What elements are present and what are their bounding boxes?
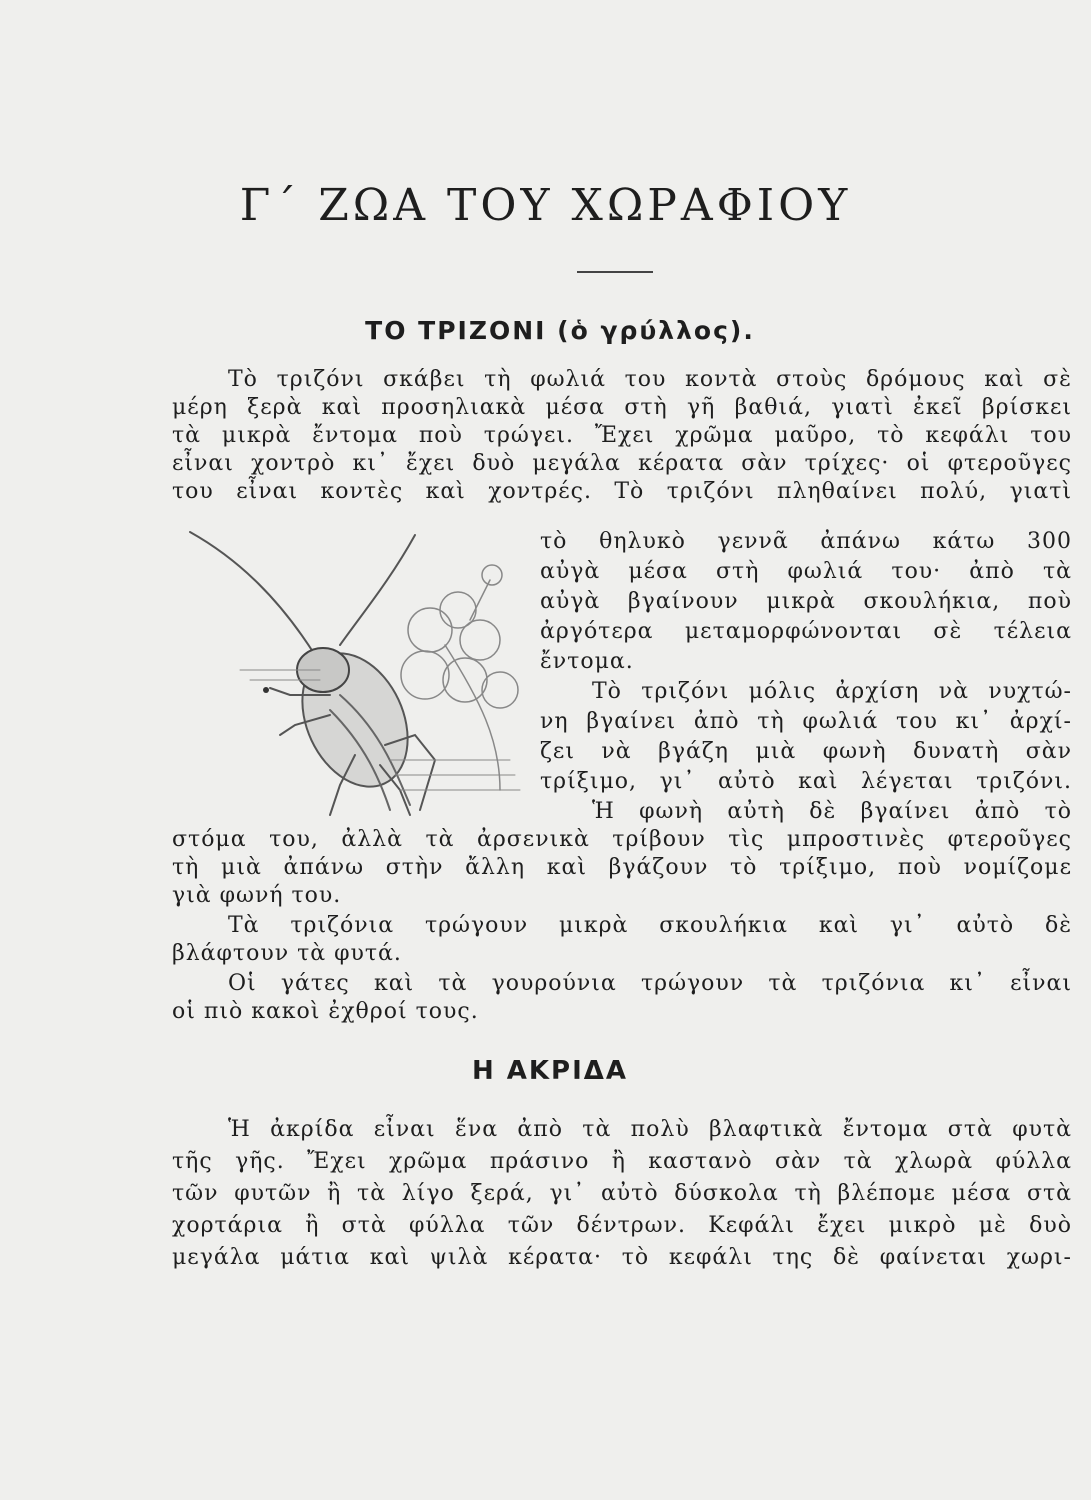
text-line: αὐγὰ βγαίνουν μικρὰ σκουλήκια, ποὺ — [540, 589, 1072, 614]
cricket-illustration — [180, 520, 540, 820]
text-line: Ἡ ἀκρίδα εἶναι ἕνα ἀπὸ τὰ πολὺ βλαφτικὰ ἔντομα στὰ φυτὰ — [228, 1117, 1072, 1142]
locust-section-title: Η ΑΚΡΙΔΑ — [471, 1056, 629, 1086]
text-line: αὐγὰ μέσα στὴ φωλιά του· ἀπὸ τὰ — [540, 559, 1072, 584]
text-line: οἱ πιὸ κακοὶ ἐχθροί τους. — [172, 999, 479, 1024]
text-line: του εἶναι κοντὲς καὶ χοντρές. Τὸ τριζόνι πληθαίνει πολύ, γιατὶ — [172, 479, 1072, 504]
chapter-title: Γ΄ ΖΩΑ ΤΟΥ ΧΩΡΑΦΙΟΥ — [239, 180, 852, 231]
text-line: εἶναι χοντρὸ κι᾽ ἔχει δυὸ μεγάλα κέρατα σὰν τρίχες· οἱ φτεροῦγες — [172, 451, 1072, 476]
text-line: ζει νὰ βγάζη μιὰ φωνὴ δυνατὴ σὰν — [540, 739, 1072, 764]
text-line: Ἡ φωνὴ αὐτὴ δὲ βγαίνει ἀπὸ τὸ — [592, 799, 1072, 824]
text-line: ἔντομα. — [540, 649, 634, 674]
text-line: μέρη ξερὰ καὶ προσηλιακὰ μέσα στὴ γῆ βαθιά, γιατὶ ἐκεῖ βρίσκει — [172, 395, 1072, 420]
text-line: Τὸ τριζόνι μόλις ἀρχίση νὰ νυχτώ- — [592, 679, 1072, 704]
text-line: τὴ μιὰ ἀπάνω στὴν ἄλλη καὶ βγάζουν τὸ τρίξιμο, ποὺ νομίζομε — [172, 855, 1072, 880]
cricket-section-title: ΤΟ ΤΡΙΖΟΝΙ (ὁ γρύλλος). — [365, 316, 755, 345]
text-line: Οἱ γάτες καὶ τὰ γουρούνια τρώγουν τὰ τριζόνια κι᾽ εἶναι — [228, 971, 1072, 996]
text-line: τὸ θηλυκὸ γεννᾶ ἀπάνω κάτω 300 — [540, 529, 1072, 554]
text-line: βλάφτουν τὰ φυτά. — [172, 941, 402, 966]
text-line: Τὰ τριζόνια τρώγουν μικρὰ σκουλήκια καὶ γι᾽ αὐτὸ δὲ — [228, 913, 1072, 938]
text-line: χορτάρια ἢ στὰ φύλλα τῶν δέντρων. Κεφάλι ἔχει μικρὸ μὲ δυὸ — [172, 1213, 1072, 1238]
text-line: ἀργότερα μεταμορφώνονται σὲ τέλεια — [540, 619, 1072, 644]
text-line: τὰ μικρὰ ἔντομα ποὺ τρώγει. Ἔχει χρῶμα μαῦρο, τὸ κεφάλι του — [172, 423, 1072, 448]
text-line: μεγάλα μάτια καὶ ψιλὰ κέρατα· τὸ κεφάλι της δὲ φαίνεται χωρι- — [172, 1245, 1072, 1270]
text-line: Τὸ τριζόνι σκάβει τὴ φωλιά του κοντὰ στοὺς δρόμους καὶ σὲ — [228, 367, 1072, 392]
text-line: γιὰ φωνή του. — [172, 883, 342, 908]
title-divider — [577, 271, 653, 273]
text-line: τρίξιμο, γι᾽ αὐτὸ καὶ λέγεται τριζόνι. — [540, 769, 1072, 794]
text-line: τῆς γῆς. Ἔχει χρῶμα πράσινο ἢ καστανὸ σὰν τὰ χλωρὰ φύλλα — [172, 1149, 1072, 1174]
text-line: τῶν φυτῶν ἢ τὰ λίγο ξερά, γι᾽ αὐτὸ δύσκολα τὴ βλέπομε μέσα στὰ — [172, 1181, 1072, 1206]
text-line: νη βγαίνει ἀπὸ τὴ φωλιά του κι᾽ ἀρχί- — [540, 709, 1072, 734]
text-line: στόμα του, ἀλλὰ τὰ ἀρσενικὰ τρίβουν τὶς μπροστινὲς φτεροῦγες — [172, 827, 1072, 852]
